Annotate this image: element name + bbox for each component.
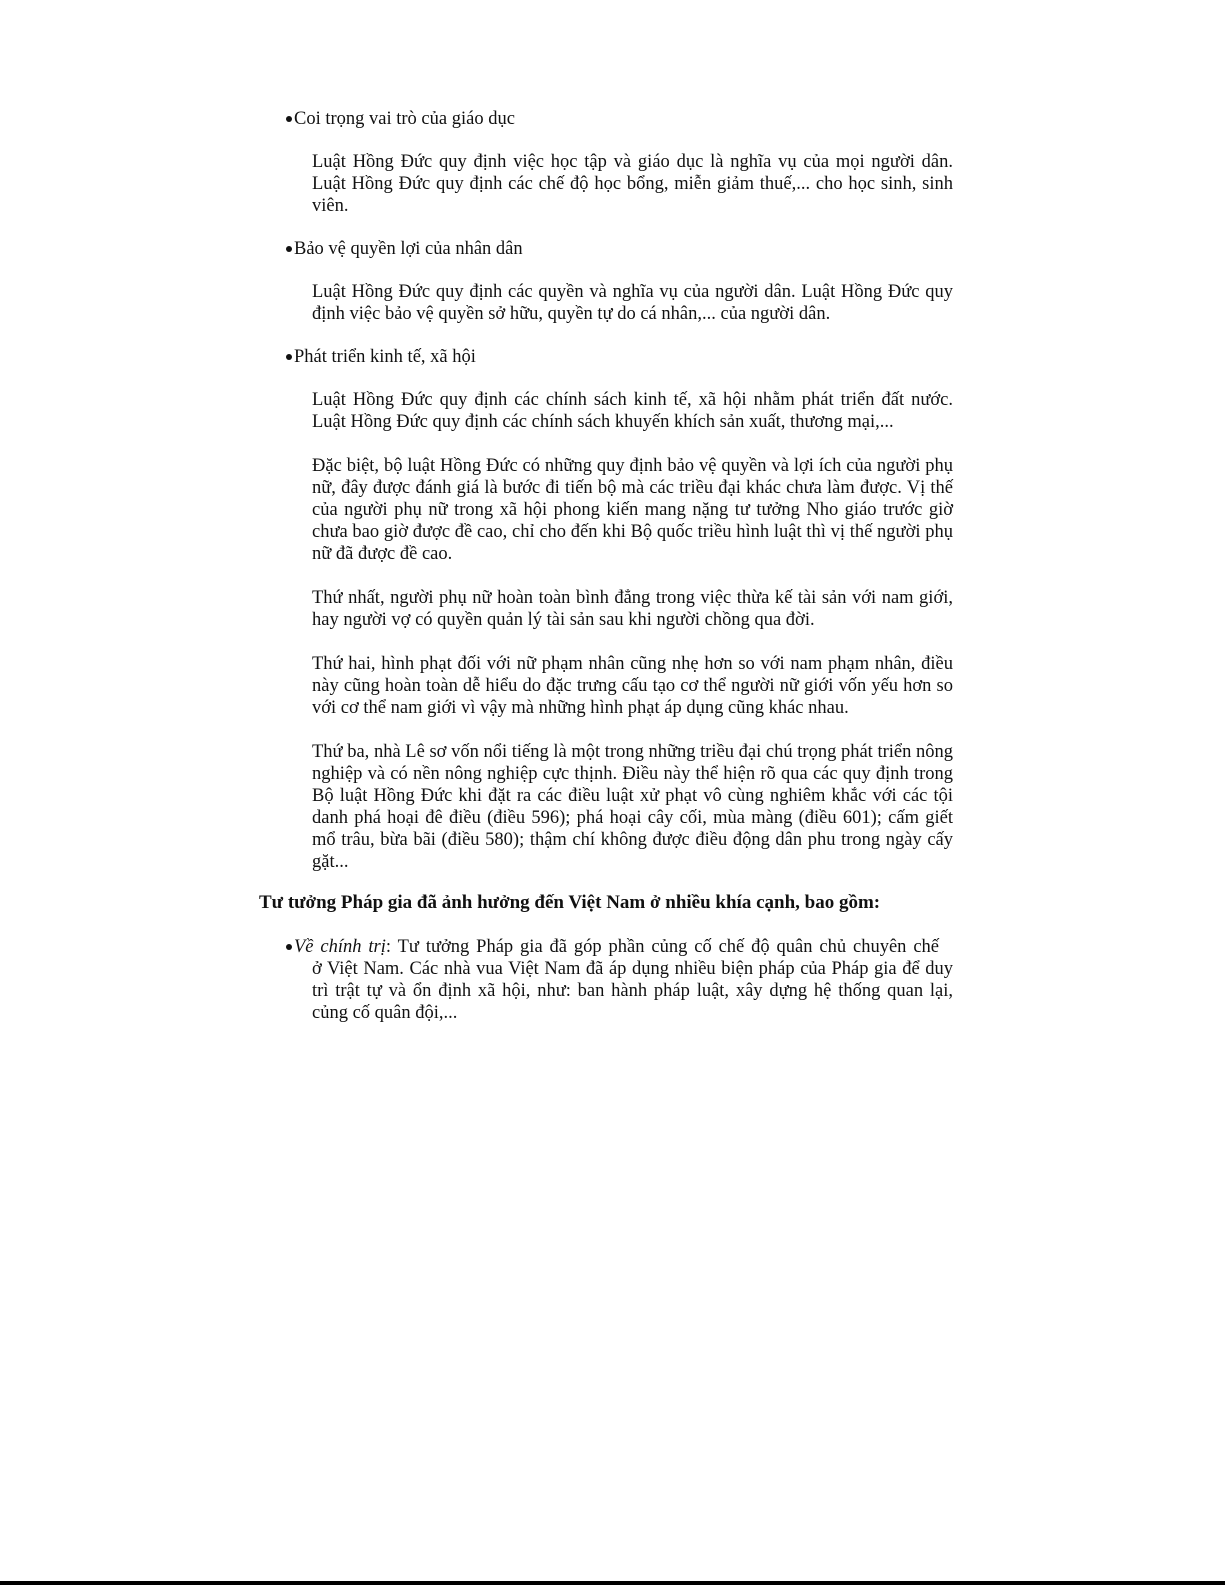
list-item-first-text: Tư tưởng Pháp gia đã góp phần củng cố chế độ quân chủ chuyên chế [397, 937, 940, 957]
bullet-dot-icon [286, 116, 292, 122]
bullet-heading-text: Coi trọng vai trò của giáo dục [294, 109, 515, 129]
bullet-dot-icon [286, 354, 292, 360]
paragraph-education: Luật Hồng Đức quy định việc học tập và giáo dục là nghĩa vụ của mọi người dân. Luật Hồng Đức quy định các chế độ học bổng, miễn giảm thuế,... cho học sinh, sinh viên. [312, 152, 953, 216]
paragraph-third-point: Thứ ba, nhà Lê sơ vốn nổi tiếng là một trong những triều đại chú trọng phát triển nông nghiệp và có nền nông nghiệp cực thịnh. Điều này thể hiện rõ qua các quy định trong Bộ luật Hồng Đức khi đặt ra các điều luật xử phạt vô cùng nghiêm khắc với các tội danh phá hoại đê điều (điều 596); phá hoại cây cối, mùa màng (điều 601); cấm giết mổ trâu, bừa bãi (điều 580); thậm chí không được điều động dân phu trong ngày cấy gặt... [312, 742, 953, 872]
bullet-heading-text: Phát triển kinh tế, xã hội [294, 347, 476, 367]
paragraph-second-point: Thứ hai, hình phạt đối với nữ phạm nhân cũng nhẹ hơn so với nam phạm nhân, điều này cũng hoàn toàn dễ hiểu do đặc trưng cấu tạo cơ thể người nữ giới vốn yếu hơn so với cơ thể nam giới vì vậy mà những hình phạt áp dụng cũng khác nhau. [312, 654, 953, 718]
bullet-heading-text: Bảo vệ quyền lợi của nhân dân [294, 239, 523, 259]
bullet-heading-economy [286, 346, 476, 368]
page-bottom-border [0, 1581, 1225, 1585]
list-item-label: Về chính trị [294, 937, 386, 957]
bullet-heading-rights [286, 238, 523, 260]
paragraph-first-point: Thứ nhất, người phụ nữ hoàn toàn bình đẳng trong việc thừa kế tài sản với nam giới, hay người vợ có quyền quản lý tài sản sau khi người chồng qua đời. [312, 588, 953, 630]
section-heading: Tư tưởng Pháp gia đã ảnh hưởng đến Việt Nam ở nhiều khía cạnh, bao gồm: [259, 892, 881, 913]
bullet-heading-education [286, 108, 515, 130]
bullet-dot-icon [286, 246, 292, 252]
paragraph-economy: Luật Hồng Đức quy định các chính sách kinh tế, xã hội nhằm phát triển đất nước. Luật Hồng Đức quy định các chính sách khuyến khích sản xuất, thương mại,... [312, 390, 953, 432]
list-item-politics [286, 936, 953, 1024]
list-item-first-line [286, 936, 939, 958]
list-item-continuation: ở Việt Nam. Các nhà vua Việt Nam đã áp dụng nhiều biện pháp của Pháp gia để duy trì trật tự và ổn định xã hội, như: ban hành pháp luật, xây dựng hệ thống quan lại, củng cố quân đội,... [312, 959, 953, 1023]
list-item-separator: : [385, 937, 398, 957]
paragraph-rights: Luật Hồng Đức quy định các quyền và nghĩa vụ của người dân. Luật Hồng Đức quy định việc bảo vệ quyền sở hữu, quyền tự do cá nhân,... của người dân. [312, 282, 953, 324]
bullet-dot-icon [286, 944, 292, 950]
paragraph-women-rights: Đặc biệt, bộ luật Hồng Đức có những quy định bảo vệ quyền và lợi ích của người phụ nữ, đây được đánh giá là bước đi tiến bộ mà các triều đại khác chưa làm được. Vị thế của người phụ nữ trong xã hội phong kiến mang nặng tư tưởng Nho giáo trước giờ chưa bao giờ được đề cao, chỉ cho đến khi Bộ quốc triều hình luật thì vị thế người phụ nữ đã được đề cao. [312, 456, 953, 564]
